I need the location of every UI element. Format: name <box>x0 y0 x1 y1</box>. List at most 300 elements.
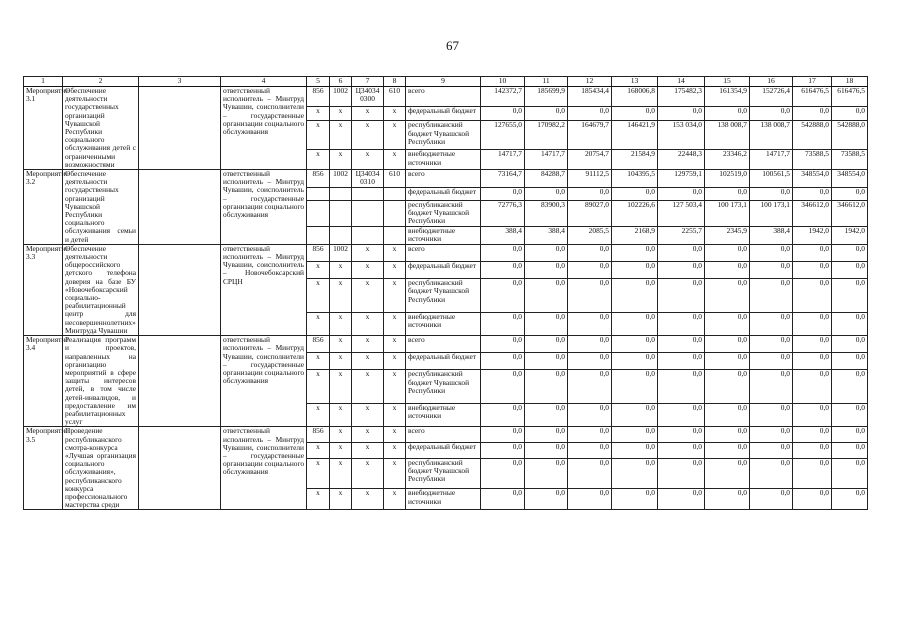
value-cell: 388,4 <box>750 227 793 245</box>
value-cell: 152726,4 <box>750 87 793 107</box>
code-grbs-cell: х <box>307 313 330 336</box>
empty-col3-cell <box>139 336 221 427</box>
value-cell: 0,0 <box>568 489 612 510</box>
value-cell: 0,0 <box>832 244 868 261</box>
value-cell: 0,0 <box>612 262 658 279</box>
value-cell: 0,0 <box>705 313 750 336</box>
table-row <box>24 170 868 188</box>
value-cell: 0,0 <box>612 279 658 313</box>
value-cell: 168006,8 <box>612 87 658 107</box>
header-cell: 6 <box>330 77 352 87</box>
value-cell: 616476,5 <box>793 87 832 107</box>
header-cell: 3 <box>139 77 221 87</box>
funding-source-cell: внебюджетные источники <box>406 313 481 336</box>
code-csr-cell: х <box>352 106 384 121</box>
code-rzpr-cell: х <box>330 150 352 170</box>
value-cell: 138 008,7 <box>750 121 793 150</box>
event-executor-cell: ответственный исполнитель – Минтруд Чувашии, соисполнитель – Новочебоксарский СРЦН <box>221 244 307 335</box>
funding-source-cell: внебюджетные источники <box>406 150 481 170</box>
funding-source-cell: федеральный бюджет <box>406 106 481 121</box>
value-cell: 0,0 <box>793 370 832 404</box>
code-rzpr-cell: х <box>330 121 352 150</box>
code-vr-cell: х <box>384 336 406 353</box>
value-cell: 0,0 <box>750 370 793 404</box>
code-grbs-cell: 856 <box>307 427 330 443</box>
code-rzpr-cell: 1002 <box>330 87 352 107</box>
code-vr-cell: х <box>384 150 406 170</box>
value-cell: 0,0 <box>612 336 658 353</box>
value-cell: 0,0 <box>525 187 568 200</box>
value-cell: 0,0 <box>658 442 705 458</box>
funding-source-cell: всего <box>406 427 481 443</box>
value-cell: 542888,0 <box>793 121 832 150</box>
value-cell: 185434,4 <box>568 87 612 107</box>
code-csr-cell: х <box>352 279 384 313</box>
table-row <box>24 427 868 443</box>
value-cell: 0,0 <box>612 244 658 261</box>
value-cell: 0,0 <box>750 489 793 510</box>
code-grbs-cell: х <box>307 279 330 313</box>
code-vr-cell: х <box>384 262 406 279</box>
value-cell: 0,0 <box>705 336 750 353</box>
value-cell: 0,0 <box>568 458 612 489</box>
code-rzpr-cell: х <box>330 313 352 336</box>
code-vr-cell: х <box>384 458 406 489</box>
value-cell: 0,0 <box>568 187 612 200</box>
value-cell: 2085,5 <box>568 227 612 245</box>
value-cell: 0,0 <box>793 353 832 370</box>
value-cell: 0,0 <box>568 313 612 336</box>
code-vr-cell: х <box>384 106 406 121</box>
value-cell: 0,0 <box>750 187 793 200</box>
event-id-cell: Мероприятие 3.2 <box>24 170 63 245</box>
value-cell: 0,0 <box>793 262 832 279</box>
value-cell: 0,0 <box>481 336 525 353</box>
table-row <box>24 336 868 353</box>
value-cell: 0,0 <box>750 313 793 336</box>
value-cell: 0,0 <box>705 370 750 404</box>
value-cell: 14717,7 <box>750 150 793 170</box>
header-cell: 4 <box>221 77 307 87</box>
funding-source-cell: федеральный бюджет <box>406 442 481 458</box>
value-cell: 142372,7 <box>481 87 525 107</box>
value-cell: 0,0 <box>658 404 705 427</box>
value-cell: 0,0 <box>612 427 658 443</box>
value-cell: 0,0 <box>750 336 793 353</box>
event-executor-cell: ответственный исполнитель – Минтруд Чувашии, соисполнители – государственные организации социального обслуживания <box>221 87 307 170</box>
funding-source-cell: федеральный бюджет <box>406 262 481 279</box>
value-cell: 14717,7 <box>481 150 525 170</box>
code-vr-cell: х <box>384 313 406 336</box>
code-rzpr-cell: х <box>330 279 352 313</box>
value-cell: 0,0 <box>832 313 868 336</box>
header-cell: 8 <box>384 77 406 87</box>
code-csr-cell: х <box>352 150 384 170</box>
value-cell: 89027,0 <box>568 201 612 227</box>
code-rzpr-cell: х <box>330 353 352 370</box>
value-cell: 0,0 <box>525 458 568 489</box>
value-cell: 73588,5 <box>832 150 868 170</box>
event-id-cell: Мероприятие 3.4 <box>24 336 63 427</box>
value-cell: 0,0 <box>832 458 868 489</box>
value-cell: 0,0 <box>793 187 832 200</box>
value-cell: 348554,0 <box>793 170 832 188</box>
value-cell: 0,0 <box>793 106 832 121</box>
code-rzpr-cell: х <box>330 262 352 279</box>
value-cell: 0,0 <box>481 458 525 489</box>
value-cell: 0,0 <box>793 404 832 427</box>
code-grbs-cell <box>307 201 330 227</box>
value-cell: 0,0 <box>705 353 750 370</box>
header-cell: 9 <box>406 77 481 87</box>
code-grbs-cell <box>307 187 330 200</box>
code-rzpr-cell: 1002 <box>330 244 352 261</box>
code-grbs-cell: х <box>307 404 330 427</box>
code-csr-cell: х <box>352 336 384 353</box>
code-rzpr-cell: х <box>330 336 352 353</box>
value-cell: 0,0 <box>832 106 868 121</box>
value-cell: 616476,5 <box>832 87 868 107</box>
value-cell: 0,0 <box>832 427 868 443</box>
value-cell: 100 173,1 <box>750 201 793 227</box>
code-rzpr-cell <box>330 201 352 227</box>
code-grbs-cell: 856 <box>307 87 330 107</box>
value-cell: 0,0 <box>612 353 658 370</box>
value-cell: 0,0 <box>705 489 750 510</box>
code-grbs-cell: х <box>307 442 330 458</box>
value-cell: 0,0 <box>525 370 568 404</box>
value-cell: 348554,0 <box>832 170 868 188</box>
value-cell: 0,0 <box>612 187 658 200</box>
value-cell: 0,0 <box>658 370 705 404</box>
table-row <box>24 87 868 107</box>
value-cell: 0,0 <box>705 262 750 279</box>
code-csr-cell: х <box>352 442 384 458</box>
code-rzpr-cell: х <box>330 442 352 458</box>
value-cell: 0,0 <box>481 313 525 336</box>
value-cell: 0,0 <box>750 244 793 261</box>
table-header-row <box>24 77 868 87</box>
value-cell: 0,0 <box>481 442 525 458</box>
value-cell: 0,0 <box>481 370 525 404</box>
code-csr-cell: х <box>352 244 384 261</box>
value-cell: 0,0 <box>612 106 658 121</box>
value-cell: 23346,2 <box>705 150 750 170</box>
code-vr-cell <box>384 187 406 200</box>
value-cell: 0,0 <box>612 489 658 510</box>
code-rzpr-cell <box>330 227 352 245</box>
value-cell: 20754,7 <box>568 150 612 170</box>
funding-source-cell: республиканский бюджет Чувашской Республики <box>406 201 481 227</box>
value-cell: 0,0 <box>481 106 525 121</box>
page-number: 67 <box>446 38 459 53</box>
value-cell: 0,0 <box>568 262 612 279</box>
value-cell: 0,0 <box>612 313 658 336</box>
code-rzpr-cell: х <box>330 427 352 443</box>
funding-source-cell: внебюджетные источники <box>406 227 481 245</box>
value-cell: 0,0 <box>481 244 525 261</box>
value-cell: 0,0 <box>658 458 705 489</box>
value-cell: 0,0 <box>750 458 793 489</box>
value-cell: 0,0 <box>481 353 525 370</box>
value-cell: 0,0 <box>832 279 868 313</box>
code-rzpr-cell: х <box>330 458 352 489</box>
value-cell: 0,0 <box>750 106 793 121</box>
code-vr-cell <box>384 227 406 245</box>
value-cell: 129759,1 <box>658 170 705 188</box>
funding-source-cell: федеральный бюджет <box>406 187 481 200</box>
value-cell: 0,0 <box>832 353 868 370</box>
value-cell: 127655,0 <box>481 121 525 150</box>
code-grbs-cell: х <box>307 370 330 404</box>
event-name-cell: Реализация программ и проектов, направленных на организацию мероприятий в сфере защиты интересов детей, в том числе детей-инвалидов, и предоставление им реабилитационных услуг <box>63 336 139 427</box>
value-cell: 0,0 <box>525 106 568 121</box>
value-cell: 175482,3 <box>658 87 705 107</box>
funding-source-cell: федеральный бюджет <box>406 353 481 370</box>
code-rzpr-cell: х <box>330 489 352 510</box>
header-cell: 11 <box>525 77 568 87</box>
value-cell: 0,0 <box>658 353 705 370</box>
header-cell: 13 <box>612 77 658 87</box>
value-cell: 2345,9 <box>705 227 750 245</box>
funding-source-cell: всего <box>406 170 481 188</box>
value-cell: 542888,0 <box>832 121 868 150</box>
code-vr-cell <box>384 201 406 227</box>
funding-source-cell: всего <box>406 336 481 353</box>
funding-source-cell: республиканский бюджет Чувашской Республики <box>406 458 481 489</box>
value-cell: 102519,0 <box>705 170 750 188</box>
funding-source-cell: внебюджетные источники <box>406 489 481 510</box>
value-cell: 0,0 <box>658 106 705 121</box>
header-cell: 1 <box>24 77 63 87</box>
value-cell: 0,0 <box>750 279 793 313</box>
value-cell: 83900,3 <box>525 201 568 227</box>
header-cell: 17 <box>793 77 832 87</box>
header-cell: 12 <box>568 77 612 87</box>
value-cell: 14717,7 <box>525 150 568 170</box>
code-grbs-cell: 856 <box>307 244 330 261</box>
value-cell: 0,0 <box>658 427 705 443</box>
value-cell: 0,0 <box>793 279 832 313</box>
value-cell: 102226,6 <box>612 201 658 227</box>
value-cell: 0,0 <box>793 489 832 510</box>
code-csr-cell: х <box>352 489 384 510</box>
funding-source-cell: республиканский бюджет Чувашской Республики <box>406 121 481 150</box>
event-executor-cell: ответственный исполнитель – Минтруд Чувашии, соисполнители – государственные организации социального обслуживания <box>221 427 307 510</box>
value-cell: 0,0 <box>568 336 612 353</box>
value-cell: 388,4 <box>525 227 568 245</box>
value-cell: 0,0 <box>658 279 705 313</box>
code-vr-cell: х <box>384 244 406 261</box>
value-cell: 0,0 <box>525 336 568 353</box>
value-cell: 0,0 <box>481 187 525 200</box>
value-cell: 0,0 <box>525 353 568 370</box>
code-csr-cell: Ц34034 0310 <box>352 170 384 188</box>
code-grbs-cell: х <box>307 458 330 489</box>
value-cell: 100561,5 <box>750 170 793 188</box>
code-csr-cell: х <box>352 370 384 404</box>
code-vr-cell: 610 <box>384 170 406 188</box>
value-cell: 0,0 <box>705 404 750 427</box>
header-cell: 14 <box>658 77 705 87</box>
value-cell: 104395,5 <box>612 170 658 188</box>
table-row <box>24 244 868 261</box>
value-cell: 0,0 <box>612 458 658 489</box>
value-cell: 0,0 <box>832 489 868 510</box>
event-executor-cell: ответственный исполнитель – Минтруд Чувашии, соисполнитель – государственные организации социального обслуживания <box>221 170 307 245</box>
code-grbs-cell <box>307 227 330 245</box>
code-vr-cell: х <box>384 404 406 427</box>
value-cell: 0,0 <box>750 442 793 458</box>
value-cell: 1942,0 <box>793 227 832 245</box>
code-vr-cell: х <box>384 353 406 370</box>
value-cell: 0,0 <box>568 404 612 427</box>
code-csr-cell: Ц34034 0300 <box>352 87 384 107</box>
empty-col3-cell <box>139 170 221 245</box>
value-cell: 0,0 <box>568 427 612 443</box>
funding-source-cell: всего <box>406 87 481 107</box>
value-cell: 0,0 <box>481 279 525 313</box>
code-rzpr-cell: 1002 <box>330 170 352 188</box>
code-grbs-cell: х <box>307 262 330 279</box>
value-cell: 0,0 <box>525 427 568 443</box>
funding-source-cell: республиканский бюджет Чувашской Республики <box>406 279 481 313</box>
value-cell: 0,0 <box>612 442 658 458</box>
code-vr-cell: х <box>384 427 406 443</box>
code-csr-cell: х <box>352 313 384 336</box>
code-vr-cell: х <box>384 442 406 458</box>
value-cell: 0,0 <box>705 442 750 458</box>
value-cell: 0,0 <box>658 187 705 200</box>
code-vr-cell: х <box>384 279 406 313</box>
value-cell: 0,0 <box>832 370 868 404</box>
code-vr-cell: х <box>384 121 406 150</box>
event-name-cell: Проведение республиканского смотра-конкурса «Лучшая организация социального обслуживания», республиканского конкурса профессионального мастерства среди <box>63 427 139 510</box>
value-cell: 91112,5 <box>568 170 612 188</box>
empty-col3-cell <box>139 427 221 510</box>
code-rzpr-cell: х <box>330 404 352 427</box>
value-cell: 0,0 <box>832 336 868 353</box>
value-cell: 73588,5 <box>793 150 832 170</box>
value-cell: 0,0 <box>481 427 525 443</box>
value-cell: 2255,7 <box>658 227 705 245</box>
value-cell: 0,0 <box>525 313 568 336</box>
empty-col3-cell <box>139 244 221 335</box>
value-cell: 100 173,1 <box>705 201 750 227</box>
value-cell: 0,0 <box>793 427 832 443</box>
code-csr-cell <box>352 187 384 200</box>
value-cell: 153 034,0 <box>658 121 705 150</box>
value-cell: 0,0 <box>525 262 568 279</box>
value-cell: 0,0 <box>832 187 868 200</box>
value-cell: 0,0 <box>481 489 525 510</box>
value-cell: 0,0 <box>481 404 525 427</box>
code-rzpr-cell: х <box>330 370 352 404</box>
value-cell: 2168,9 <box>612 227 658 245</box>
value-cell: 0,0 <box>793 442 832 458</box>
code-rzpr-cell: х <box>330 106 352 121</box>
value-cell: 0,0 <box>705 106 750 121</box>
value-cell: 0,0 <box>481 262 525 279</box>
value-cell: 0,0 <box>793 458 832 489</box>
value-cell: 0,0 <box>705 187 750 200</box>
value-cell: 0,0 <box>568 244 612 261</box>
event-executor-cell: ответственный исполнитель – Минтруд Чувашии, соисполнители – государственные организации социального обслуживания <box>221 336 307 427</box>
value-cell: 146421,9 <box>612 121 658 150</box>
event-id-cell: Мероприятие 3.1 <box>24 87 63 170</box>
value-cell: 0,0 <box>793 313 832 336</box>
event-id-cell: Мероприятие 3.3 <box>24 244 63 335</box>
value-cell: 0,0 <box>612 404 658 427</box>
funding-source-cell: всего <box>406 244 481 261</box>
value-cell: 0,0 <box>568 370 612 404</box>
code-grbs-cell: х <box>307 106 330 121</box>
budget-table <box>23 76 868 510</box>
value-cell: 0,0 <box>832 404 868 427</box>
value-cell: 72776,3 <box>481 201 525 227</box>
code-grbs-cell: х <box>307 150 330 170</box>
value-cell: 0,0 <box>705 279 750 313</box>
funding-source-cell: республиканский бюджет Чувашской Республики <box>406 370 481 404</box>
code-grbs-cell: 856 <box>307 336 330 353</box>
code-csr-cell <box>352 201 384 227</box>
code-csr-cell <box>352 227 384 245</box>
event-name-cell: Обеспечение деятельности государственных организаций Чувашской Республики социального обслуживания детей с ограниченными возможностями <box>63 87 139 170</box>
value-cell: 0,0 <box>568 106 612 121</box>
event-id-cell: Мероприятие 3.5 <box>24 427 63 510</box>
value-cell: 22448,3 <box>658 150 705 170</box>
code-csr-cell: х <box>352 121 384 150</box>
value-cell: 0,0 <box>832 442 868 458</box>
header-cell: 2 <box>63 77 139 87</box>
value-cell: 0,0 <box>568 442 612 458</box>
header-cell: 18 <box>832 77 868 87</box>
value-cell: 0,0 <box>658 336 705 353</box>
value-cell: 388,4 <box>481 227 525 245</box>
value-cell: 346612,0 <box>793 201 832 227</box>
code-vr-cell: х <box>384 489 406 510</box>
value-cell: 127 503,4 <box>658 201 705 227</box>
value-cell: 0,0 <box>525 279 568 313</box>
value-cell: 0,0 <box>705 244 750 261</box>
value-cell: 346612,0 <box>832 201 868 227</box>
header-cell: 10 <box>481 77 525 87</box>
value-cell: 0,0 <box>793 336 832 353</box>
code-grbs-cell: х <box>307 353 330 370</box>
code-grbs-cell: х <box>307 121 330 150</box>
value-cell: 73164,7 <box>481 170 525 188</box>
value-cell: 0,0 <box>525 489 568 510</box>
value-cell: 161354,9 <box>705 87 750 107</box>
code-rzpr-cell <box>330 187 352 200</box>
value-cell: 138 008,7 <box>705 121 750 150</box>
header-cell: 5 <box>307 77 330 87</box>
value-cell: 0,0 <box>568 279 612 313</box>
code-csr-cell: х <box>352 458 384 489</box>
value-cell: 185699,9 <box>525 87 568 107</box>
value-cell: 84288,7 <box>525 170 568 188</box>
event-name-cell: Обеспечение деятельности общероссийского детского телефона доверия на базе БУ «Новочебоксарский социально-реабилитационный центр для несовершеннолетних» Минтруда Чувашии <box>63 244 139 335</box>
value-cell: 0,0 <box>750 353 793 370</box>
event-name-cell: Обеспечение деятельности государственных организаций Чувашской Республики социального обслуживания семьи и детей <box>63 170 139 245</box>
value-cell: 0,0 <box>705 458 750 489</box>
empty-col3-cell <box>139 87 221 170</box>
value-cell: 0,0 <box>832 262 868 279</box>
value-cell: 0,0 <box>658 262 705 279</box>
value-cell: 1942,0 <box>832 227 868 245</box>
value-cell: 0,0 <box>658 313 705 336</box>
code-vr-cell: 610 <box>384 87 406 107</box>
